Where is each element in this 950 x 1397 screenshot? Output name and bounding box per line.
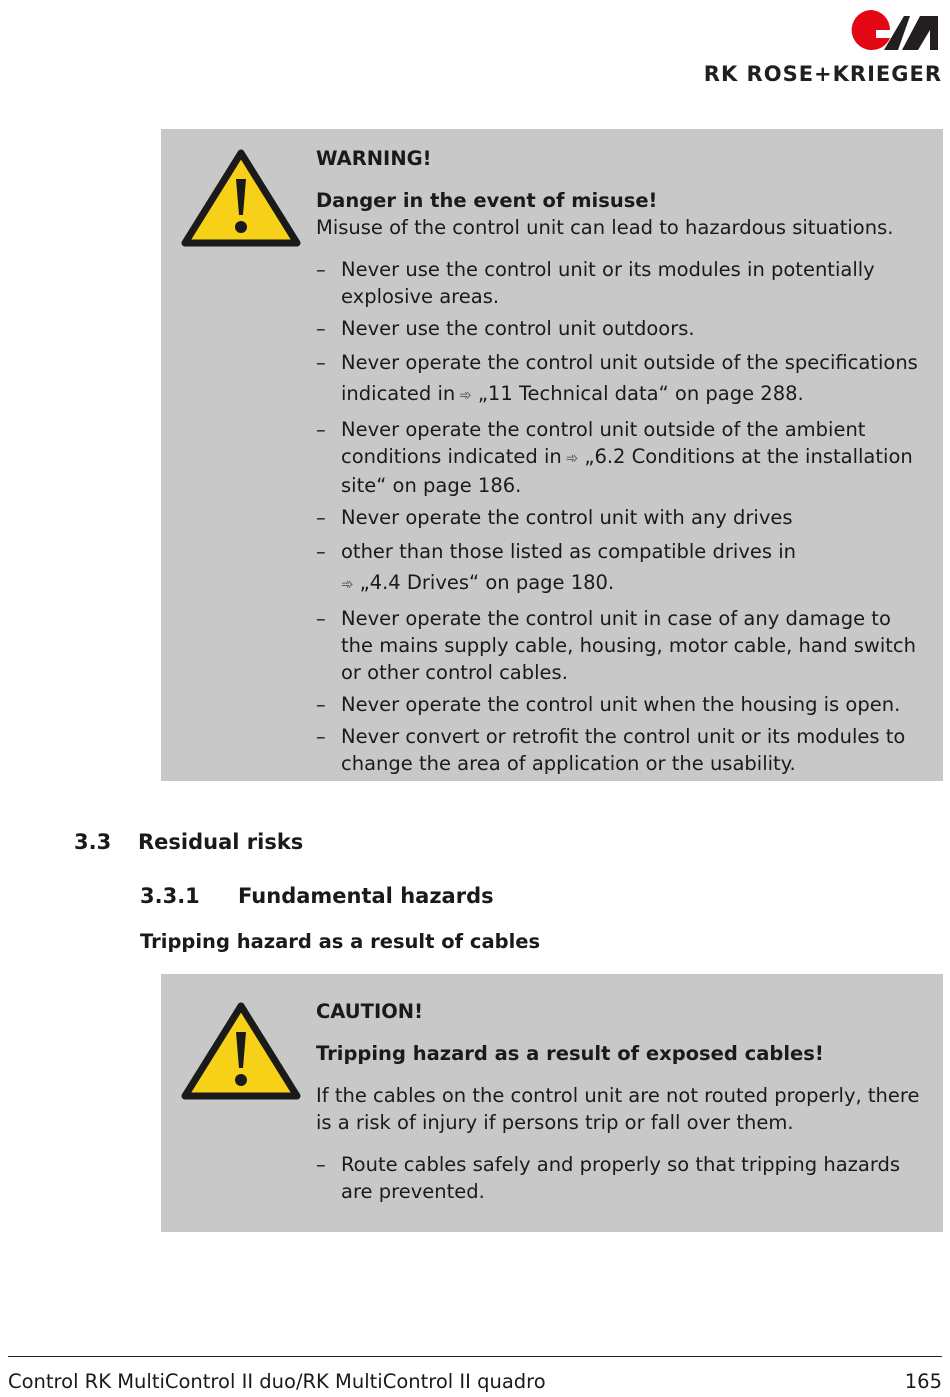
cross-reference-link[interactable]: „11 Technical data“ on page 288. bbox=[477, 382, 804, 405]
list-item: – Never operate the control unit outside of the ambient conditions indicated in ➾ „6.2 Conditions at the installation site“ on page 186. bbox=[316, 418, 913, 497]
hazard-heading: Danger in the event of misuse! bbox=[316, 189, 658, 212]
warning-notice bbox=[161, 129, 943, 781]
footer-document-title: Control RK MultiControl II duo/RK MultiControl II quadro bbox=[8, 1370, 546, 1393]
page-number: 165 bbox=[904, 1370, 942, 1393]
section-number: 3.3 bbox=[74, 830, 112, 854]
caution-notice bbox=[161, 974, 943, 1232]
cross-reference-link[interactable]: „4.4 Drives“ on page 180. bbox=[359, 571, 615, 594]
hazard-message: Misuse of the control unit can lead to hazardous situations. bbox=[316, 216, 894, 239]
footer-divider bbox=[8, 1356, 942, 1357]
rk-logo-mark-icon bbox=[850, 8, 940, 52]
list-item: – Never use the control unit or its modules in potentially explosive areas. bbox=[316, 258, 875, 308]
section-heading bbox=[74, 830, 303, 854]
hazard-measures-list bbox=[316, 256, 929, 777]
cross-reference-link[interactable]: „6.2 Conditions at the installation site“ on page 186. bbox=[341, 445, 913, 497]
warning-triangle-icon bbox=[181, 1002, 301, 1100]
list-item: – other than those listed as compatible drives in ➾ „4.4 Drives“ on page 180. bbox=[316, 536, 929, 600]
list-item: – Never use the control unit outdoors. bbox=[316, 317, 695, 340]
list-item: – Never operate the control unit outside of the specifications indicated in ➾ „11 Technical data“ on page 288. bbox=[316, 347, 929, 411]
topic-heading: Tripping hazard as a result of cables bbox=[140, 930, 541, 953]
arrow-reference-icon: ➾ bbox=[565, 449, 579, 467]
warning-triangle-icon bbox=[181, 149, 301, 247]
arrow-reference-icon: ➾ bbox=[341, 575, 354, 593]
hazard-heading: Tripping hazard as a result of exposed cables! bbox=[316, 1042, 824, 1065]
list-item: – Never operate the control unit when the housing is open. bbox=[316, 693, 901, 716]
signal-word: CAUTION! bbox=[316, 1000, 423, 1023]
subsection-title: Fundamental hazards bbox=[238, 884, 494, 908]
hazard-measures-list bbox=[316, 1151, 929, 1205]
list-item: – Never operate the control unit in case of any damage to the mains supply cable, housing, motor cable, hand switch or other control cables. bbox=[316, 607, 917, 684]
subsection-heading bbox=[140, 884, 494, 908]
brand-logo bbox=[667, 8, 942, 86]
list-item: – Route cables safely and properly so that tripping hazards are prevented. bbox=[316, 1153, 901, 1203]
brand-name: RK ROSE+KRIEGER bbox=[703, 62, 942, 86]
arrow-reference-icon: ➾ bbox=[459, 386, 472, 404]
hazard-message: If the cables on the control unit are not routed properly, there is a risk of injury if persons trip or fall over them. bbox=[316, 1084, 920, 1134]
signal-word: WARNING! bbox=[316, 147, 432, 170]
subsection-number: 3.3.1 bbox=[140, 884, 200, 908]
section-title: Residual risks bbox=[138, 830, 304, 854]
list-item: – Never operate the control unit with any drives bbox=[316, 506, 793, 529]
list-item: – Never convert or retrofit the control unit or its modules to change the area of application or the usability. bbox=[316, 725, 906, 775]
